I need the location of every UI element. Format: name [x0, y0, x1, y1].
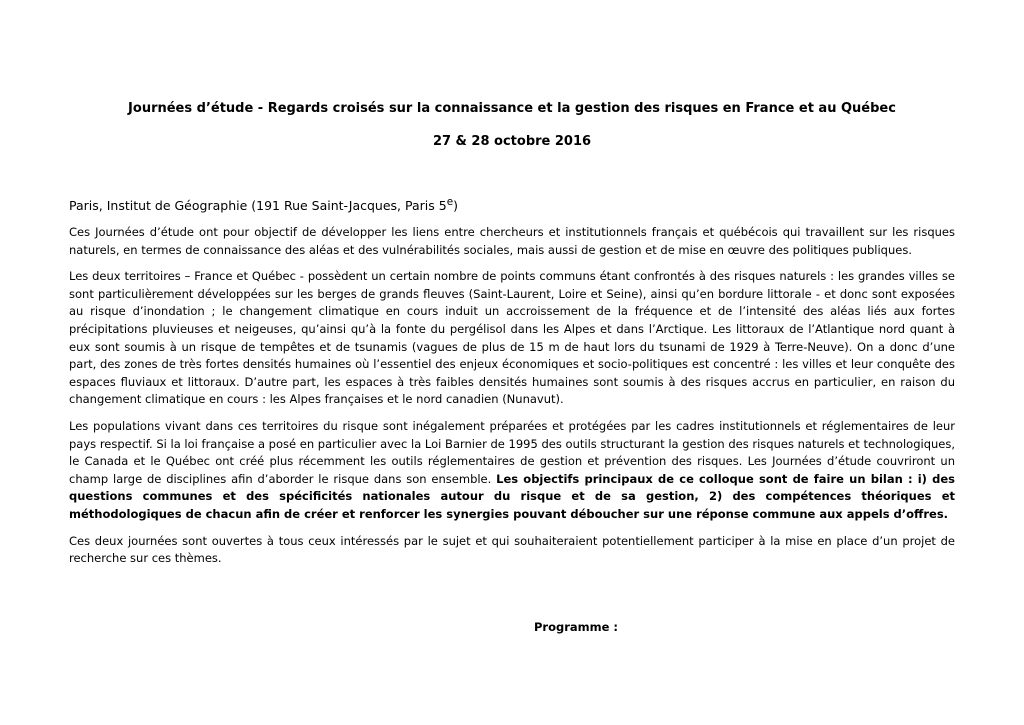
paragraph-openness: Ces deux journées sont ouvertes à tous ceux intéressés par le sujet et qui souhaiteraient potentiellement participer à la mise en place d’un projet de recherche sur ces thèmes. [69, 533, 955, 566]
location-close: ) [453, 198, 458, 214]
event-dates: 27 & 28 octobre 2016 [432, 134, 592, 149]
location-superscript: e [446, 196, 454, 208]
paragraph-territories: Les deux territoires – France et Québec - possèdent un certain nombre de points communs étant confrontés à des risques naturels : les grandes villes se sont particulièrement développées sur les berges de grands fleuves (Saint-Laurent, Loire et Seine), ainsi qu’en bordure littorale - et donc sont exposées au risque d’inondation ; le changement climatique en cours induit un accroissement de la fréquence et de l’intensité des aléas liés aux fortes précipitations pluvieuses et neigeuses, qu’ainsi qu’à la fonte du pergélisol dans les Alpes et dans l’Arctique. Les littoraux de l’Atlantique nord quant à eux sont soumis à un risque de tempêtes et de tsunamis (vagues de plus de 15 m de haut lors du tsunami de 1929 à Terre-Neuve). On a donc d’une part, des zones de très fortes densités humaines où l’essentiel des enjeux économiques et socio-politiques est concentré : les villes et leur conquête des espaces fluviaux et littoraux. D’autre part, les espaces à très faibles densités humaines sont soumis à des risques accrus en particulier, en raison du changement climatique en cours : les Alpes françaises et le nord canadien (Nunavut). [69, 269, 955, 407]
document-title: Journées d’étude - Regards croisés sur la connaissance et la gestion des risques en France et au Québec [128, 101, 896, 116]
event-location [69, 196, 458, 213]
paragraph-populations [69, 418, 955, 524]
document-body [69, 224, 955, 577]
paragraph-populations-bold: Les objectifs principaux de ce colloque sont de faire un bilan : i) des questions communes et des spécificités nationales autour du risque et de sa gestion, 2) des compétences théoriques et méthodologiques de chacun afin de créer et renforcer les synergies pouvant déboucher sur une réponse commune aux appels d’offres. [69, 471, 955, 521]
paragraph-populations-text: Les populations vivant dans ces territoires du risque sont inégalement préparées et protégées par les cadres institutionnels et réglementaires de leur pays respectif. Si la loi française a posé en particulier avec la Loi Barnier de 1995 des outils structurant la gestion des risques naturels et technologiques, le Canada et le Québec ont créé plus récemment les outils réglementaires de gestion et prévention des risques. Les Journées d’étude couvriront un champ large de disciplines afin d’aborder le risque dans son ensemble. [69, 418, 955, 486]
location-text: Paris, Institut de Géographie (191 Rue Saint-Jacques, Paris 5 [69, 198, 447, 214]
programme-heading: Programme : [534, 620, 619, 634]
paragraph-objectives: Ces Journées d’étude ont pour objectif de développer les liens entre chercheurs et institutionnels français et québécois qui travaillent sur les risques naturels, en termes de connaissance des aléas et des vulnérabilités sociales, mais aussi de gestion et de mise en œuvre des politiques publiques. [69, 225, 955, 257]
